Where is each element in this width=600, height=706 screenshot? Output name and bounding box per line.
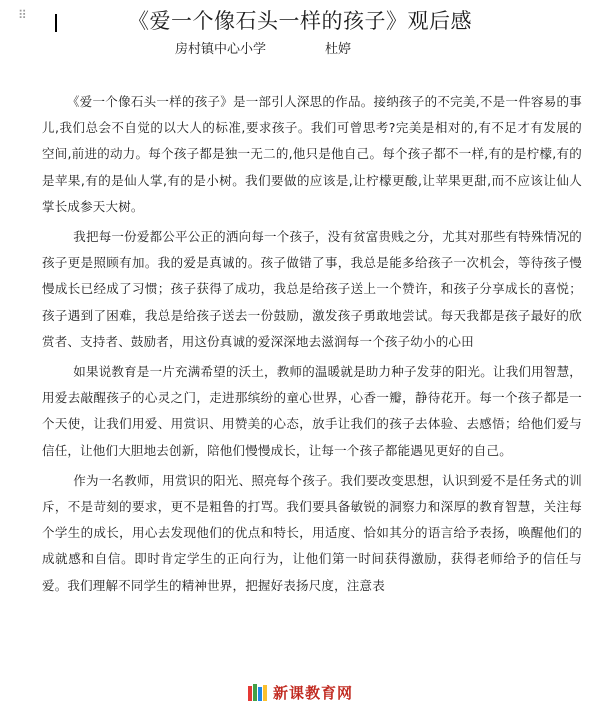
- document-title: 《爱一个像石头一样的孩子》观后感: [128, 9, 472, 33]
- author-name: 杜婷: [325, 42, 352, 57]
- school-name: 房村镇中心小学: [175, 42, 267, 57]
- watermark-text: 新课教育网: [273, 683, 354, 702]
- paragraph-2: 我把每一份爱都公平公正的洒向每一个孩子，没有贫富贵贱之分，尤其对那些有特殊情况的孩子更是照顾有加。我的爱是真诚的。孩子做错了事，我总是能多给孩子一次机会，等待孩子慢慢成长已经成了习惯；孩子获得了成功，我总是给孩子送上一个赞许，和孩子分享成长的喜悦；孩子遇到了困难，我总是给孩子送去一份鼓励，激发孩子勇敢地尝试。每天我都是孩子最好的欣赏者、支持者、鼓励者，用这份真诚的爱深深地去滋润每一个孩子幼小的心田: [42, 229, 582, 349]
- document-body[interactable]: [42, 89, 582, 603]
- watermark: [243, 680, 357, 704]
- paragraph-3: 如果说教育是一片充满希望的沃土，教师的温暖就是助力种子发芽的阳光。让我们用智慧，用爱去敲醒孩子的心灵之门，走进那缤纷的童心世界，心香一瓣，静待花开。每一个孩子都是一个天使，让我们用爱、用赏识、用赞美的心态，放手让我们的孩子去体验、去感悟；给他们爱与信任，让他们大胆地去创新，陪他们慢慢成长，让每一个孩子都能遇见更好的自己。: [42, 364, 582, 458]
- drag-handle-icon[interactable]: ⠿: [18, 8, 28, 22]
- books-logo-icon: [247, 682, 269, 702]
- byline: [0, 40, 600, 60]
- paragraph-1: 《爱一个像石头一样的孩子》是一部引人深思的作品。接纳孩子的不完美,不是一件容易的事儿,我们总会不自觉的以大人的标准,要求孩子。我们可曾思考?完美是相对的,有不足才有发展的空间,前进的动力。每个孩子都是独一无二的,他只是他自己。每个孩子都不一样,有的是柠檬,有的是苹果,有的是仙人掌,有的是小树。我们要做的应该是,让柠檬更酸,让苹果更甜,而不应该让仙人掌长成参天大树。: [42, 94, 582, 214]
- paragraph-4: 作为一名教师，用赏识的阳光、照亮每个孩子。我们要改变思想，认识到爱不是任务式的训斥，不是苛刻的要求，更不是粗鲁的打骂。我们要具备敏锐的洞察力和深厚的教育智慧，关注每个学生的成长，用心去发现他们的优点和特长，用适度、恰如其分的语言给予表扬，唤醒他们的成就感和自信。即时肯定学生的正向行为，让他们第一时间获得激励，获得老师给予的信任与爱。我们理解不同学生的精神世界，把握好表扬尺度，注意表: [42, 472, 582, 593]
